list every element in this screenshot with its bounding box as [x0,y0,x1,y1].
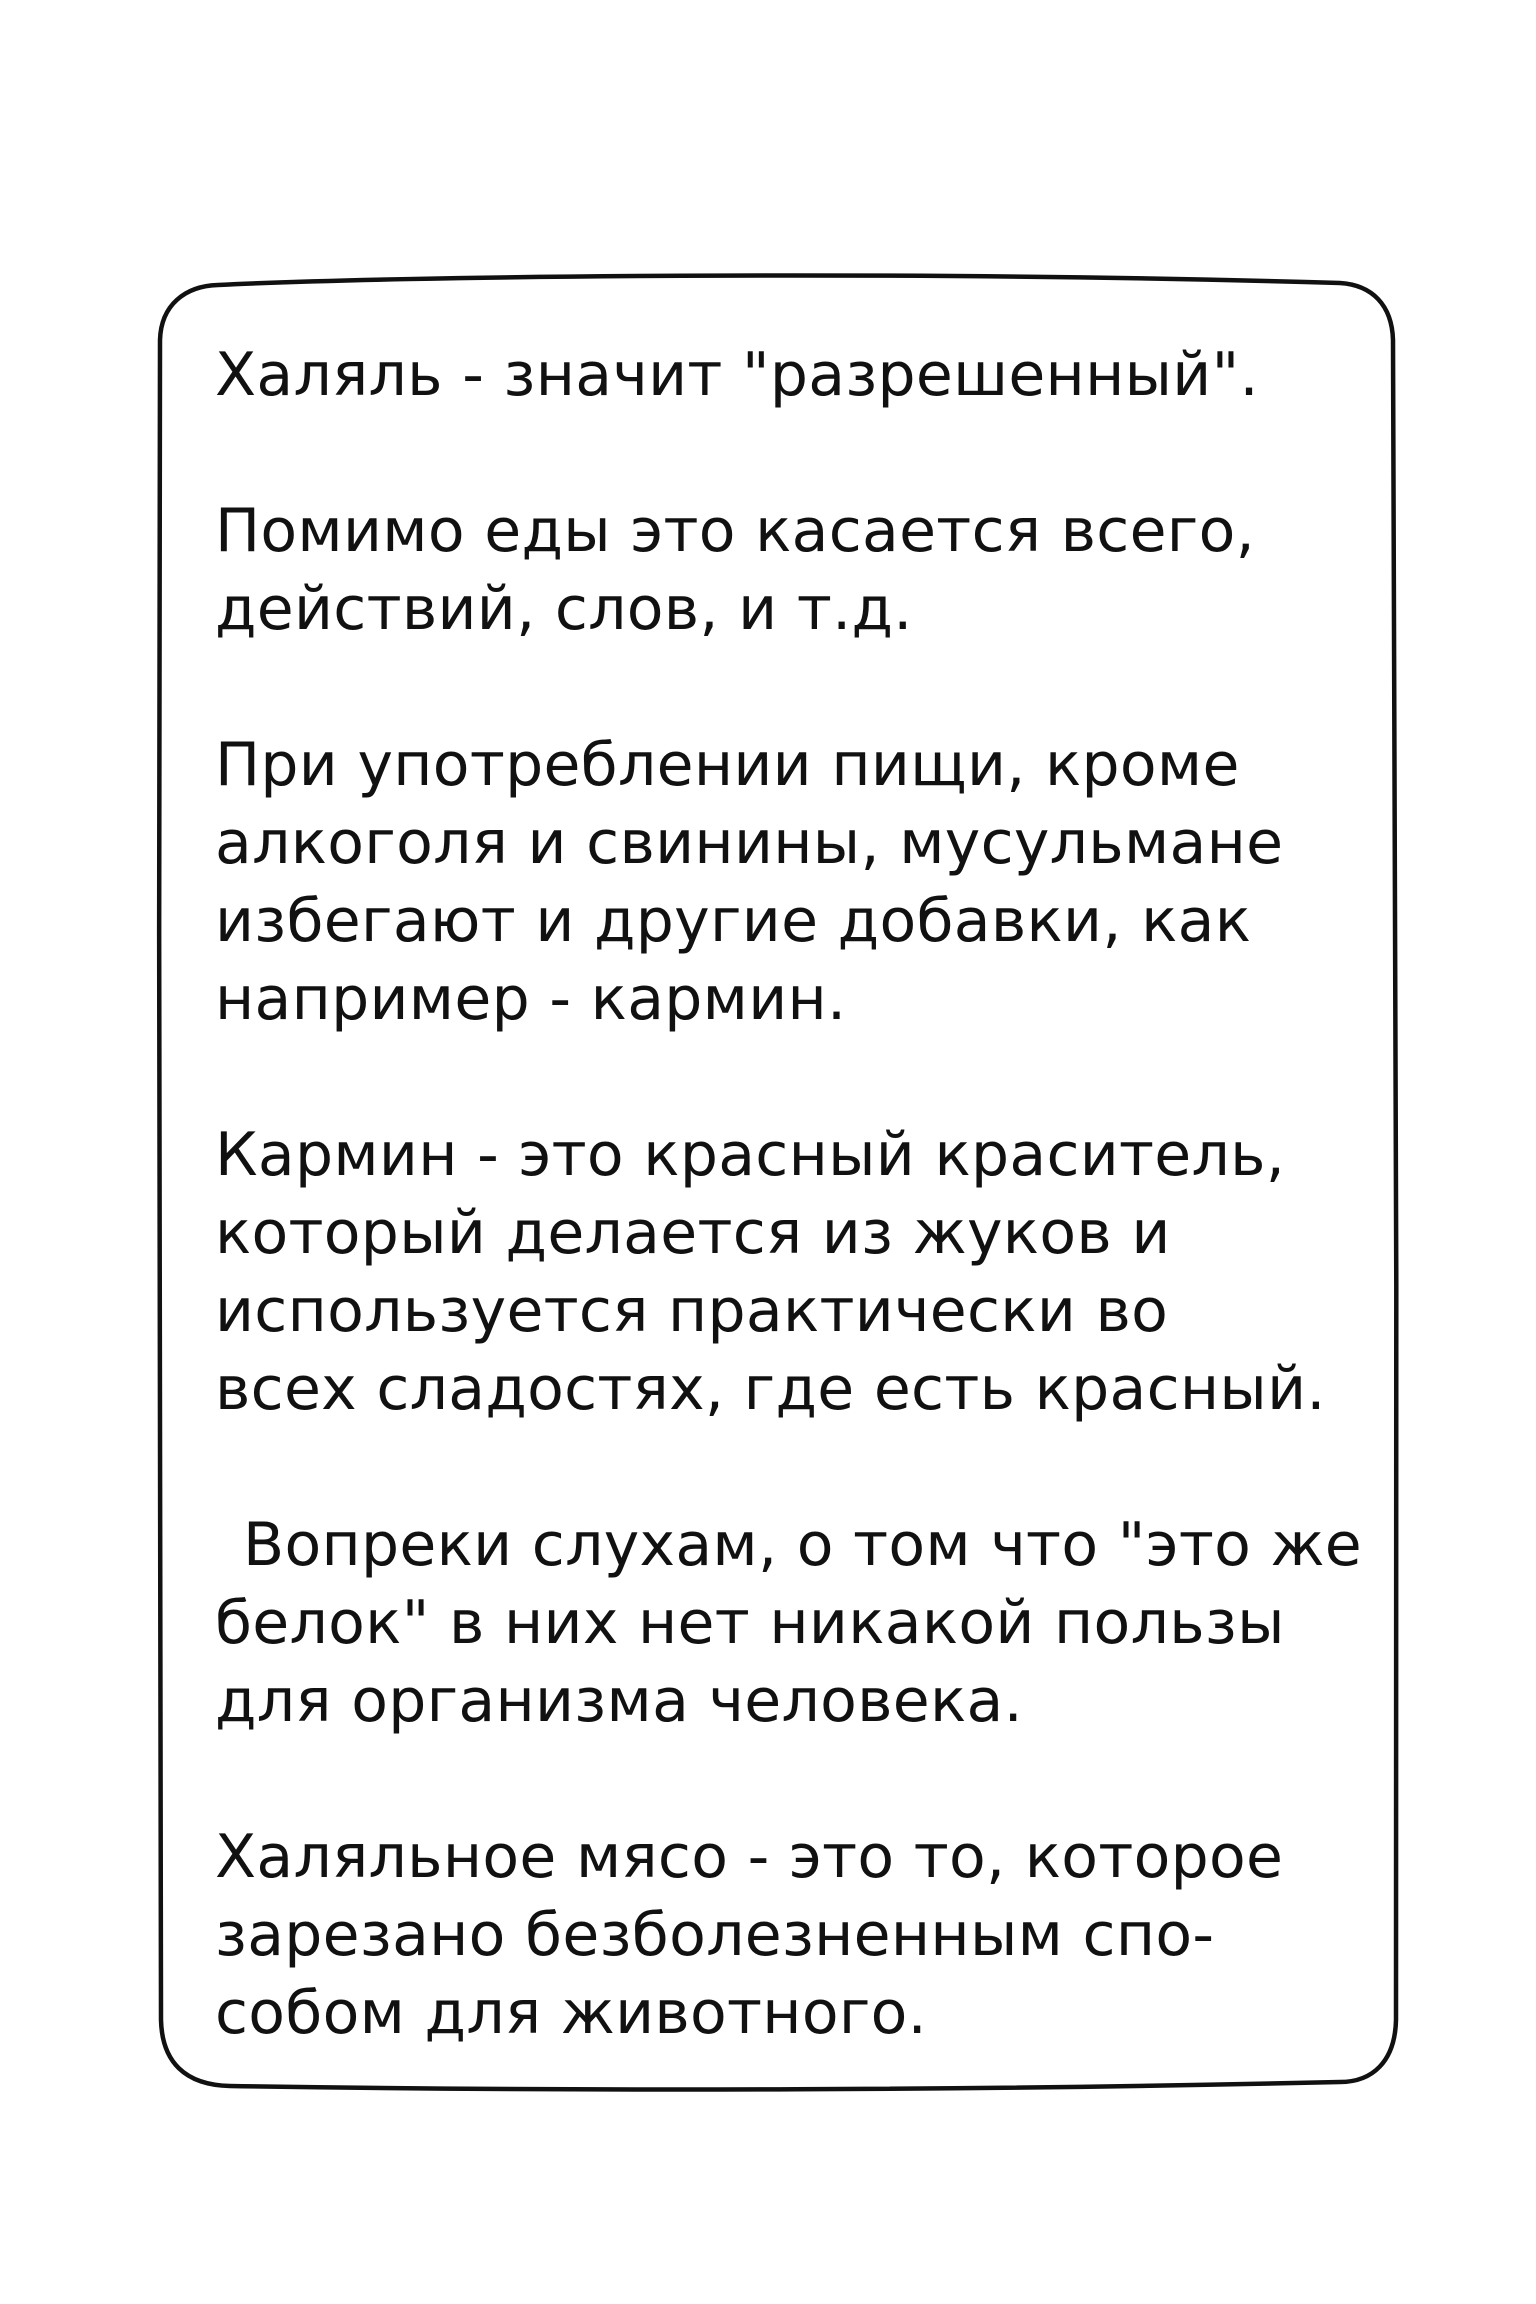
paragraph-3-line-3: избегают и другие добавки, как [215,886,1252,956]
paragraph-5-line-3: для организма человека. [215,1666,1023,1736]
paragraph-1-line-1: Халяль - значит "разрешенный". [215,340,1259,410]
paragraph-5-line-1: Вопреки слухам, о том что "это же [243,1510,1363,1580]
paragraph-5-line-2: белок" в них нет никакой пользы [215,1588,1285,1658]
paragraph-4-line-3: используется практически во [215,1276,1169,1346]
paragraph-3-line-1: При употреблении пищи, кроме [215,730,1240,800]
paragraph-2-line-1: Помимо еды это касается всего, [215,496,1255,566]
paragraph-6-line-2: зарезано безболезненным спо- [215,1900,1215,1970]
paragraph-6-line-3: собом для животного. [215,1978,928,2048]
paragraph-3-line-2: алкоголя и свинины, мусульмане [215,808,1284,878]
paragraph-4-line-2: который делается из жуков и [215,1198,1171,1268]
speech-box-text [215,336,1395,2052]
paragraph-6-line-1: Халяльное мясо - это то, которое [215,1822,1284,1892]
paragraph-4-line-1: Кармин - это красный краситель, [215,1120,1286,1190]
paragraph-2-line-2: действий, слов, и т.д. [215,574,913,644]
paragraph-3-line-4: например - кармин. [215,964,847,1034]
paragraph-4-line-4: всех сладостях, где есть красный. [215,1354,1326,1424]
